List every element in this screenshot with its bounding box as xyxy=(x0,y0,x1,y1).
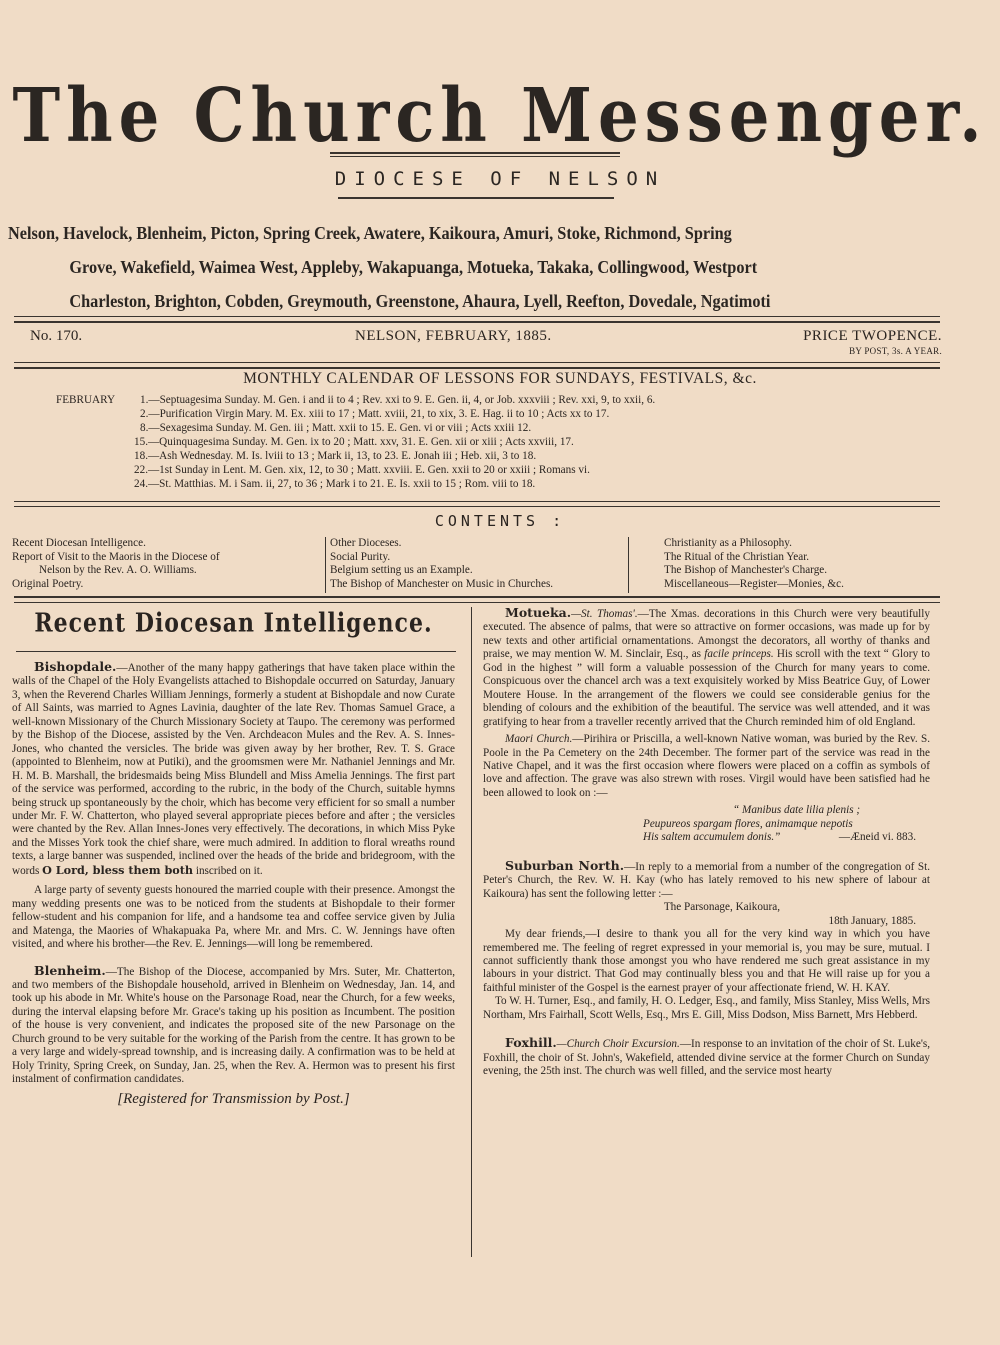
section-rule xyxy=(16,651,456,652)
article-subhead: Maori Church. xyxy=(505,733,573,746)
quote-line: His saltem accumulem donis.” xyxy=(643,831,781,844)
registered-notice: [Registered for Transmission by Post.] xyxy=(117,1090,350,1107)
article-runin: Foxhill. xyxy=(505,1035,557,1051)
contents-item: Belgium setting us an Example. xyxy=(330,564,473,576)
contents-item: Report of Visit to the Maoris in the Diocese of xyxy=(12,550,220,563)
contents-item: Original Poetry. xyxy=(12,577,84,590)
article-runin: Blenheim. xyxy=(34,962,106,978)
diocese-subtitle: DIOCESE OF NELSON xyxy=(334,168,666,190)
quote-line: Peupureos spargam flores, animamque nepotis xyxy=(643,817,853,830)
article-blenheim xyxy=(12,964,455,1087)
contents-column xyxy=(325,537,630,593)
issue-info-row xyxy=(30,326,942,360)
title-rule xyxy=(338,197,614,199)
issue-price: PRICE TWOPENCE. xyxy=(803,328,942,344)
article-text: —The Bishop of the Diocese, accompanied by Mrs. Suter, Mr. Chatterton, and two members of the Bishopdale household, arrived in Blenheim on Wednesday, Jan. 14, and took up his abode in Mr. White's house on the Parsonage Road, near the Church, for a few weeks, during the interval elapsing before Mr. Grace's taking up his position as Incumbent. The position of the house is very convenient, and indicates the proposed site of the new Parsonage on the Church ground to be very suitable for the working of the Parish from the centre. It has grown to be a very large and widely-spread township, and is increasing daily. A confirmation was to be held at Holy Trinity, Spring Creek, on Sunday, Jan. 25, when the Rev. A. Hermon was to present his first instalment of confirmation candidates. xyxy=(12,965,455,1086)
contents-item: Social Purity. xyxy=(330,550,391,563)
virgil-quote xyxy=(483,804,930,845)
masthead xyxy=(0,73,1000,160)
masthead-title: The Church Messenger. xyxy=(12,73,988,160)
column-divider xyxy=(628,537,629,593)
calendar-entry: 15.—Quinquagesima Sunday. M. Gen. ix to 20 ; Matt. xxv, 31. E. Gen. xii or xiii ; Acts xxviii, 17. xyxy=(134,436,574,448)
article-subhead: —Church Choir Excursion. xyxy=(556,1038,680,1051)
article-runin: Bishopdale. xyxy=(34,659,117,674)
letter-address: The Parsonage, Kaikoura, xyxy=(663,901,780,914)
postal-price: BY POST, 3s. A YEAR. xyxy=(849,346,942,356)
contents-item: Other Dioceses. xyxy=(330,537,402,549)
quote-line: “ Manibus date lilia plenis ; xyxy=(733,804,861,817)
article-text: —In response to an invitation of the choir of St. Luke's, Foxhill, the choir of St. John's, Wakefield, attended divine service at the former Church on Sunday evening, the 25th inst. The church was well filled, and the service most hearty xyxy=(483,1038,930,1078)
double-rule xyxy=(14,362,940,369)
parish-line: Grove, Wakefield, Waimea West, Appleby, Wakapuanga, Motueka, Takaka, Collingwood, Westport xyxy=(69,257,758,277)
contents-column xyxy=(12,537,312,591)
left-column xyxy=(12,660,455,1106)
letter-body: My dear friends,—I desire to thank you all for the very kind way in which you have remembered me. The feeling of regret expressed in your memorial is, you may be sure, mutual. I cannot sufficiently thank those amongst you who have rendered me such great assistance in my labours in your district. That God may continually bless you and that He will raise up for you a faithful minister of the Gospel is the earnest prayer of your affectionate friend, W. H. KAY. xyxy=(483,928,930,994)
parish-line: Nelson, Havelock, Blenheim, Picton, Spring Creek, Awatere, Kaikoura, Amuri, Stoke, Richmond, Spring xyxy=(8,223,732,243)
contents-item: The Bishop of Manchester on Music in Churches. xyxy=(330,577,554,590)
article-runin: Motueka. xyxy=(505,605,572,620)
calendar-entry xyxy=(56,393,655,407)
article-text: —Pirihira or Priscilla, a well-known Native woman, was buried by the Rev. S. Poole in the Pa Cemetery on the 24th December. The former part of the service was read in the Native Chapel, and it was the first occasion where flowers were placed on a coffin as symbols of love and affection. The grave was also strewn with roses. Virgil would have been satisfied had he been allowed to look on :— xyxy=(483,733,930,799)
issue-dateline: NELSON, FEBRUARY, 1885. xyxy=(355,328,552,344)
article-text: —In reply to a memorial from a number of the congregation of St. Peter's Church, the Rev. W. H. Kay (who has lately removed to his new sphere of labour at Kaikoura) has sent the following letter :— xyxy=(483,860,930,900)
contents-item: Nelson by the Rev. A. O. Williams. xyxy=(39,564,197,576)
letter-recipients: To W. H. Turner, Esq., and family, H. O. Ledger, Esq., and family, Miss Stanley, Miss Wells, Mrs Northam, Mrs Fairhall, Scott Wells, Esq., Mrs E. Gill, Miss Dodson, Miss Barnett, Mrs Hebberd. xyxy=(483,995,930,1021)
table-of-contents xyxy=(12,537,942,591)
letter-date: 18th January, 1885. xyxy=(828,914,916,927)
double-rule xyxy=(14,316,940,323)
latin-phrase: facile princeps. xyxy=(704,648,774,661)
parish-line: Charleston, Brighton, Cobden, Greymouth, Greenstone, Ahaura, Lyell, Reefton, Dovedale, Ngatimoti xyxy=(69,291,771,311)
calendar-entry: 2.—Purification Virgin Mary. M. Ex. xiii to 17 ; Matt. xviii, 21, to xix, 3. E. Hag. ii to 10 ; Acts xx to 17. xyxy=(140,408,610,420)
article-suburban-north xyxy=(483,859,930,901)
article-text: inscribed on it. xyxy=(193,864,263,877)
article-runin: Suburban North. xyxy=(505,857,625,873)
calendar-entry: 22.—1st Sunday in Lent. M. Gen. xix, 12, to 30 ; Matt. xxviii. E. Gen. xxii to 20 or xxiii ; Romans vi. xyxy=(134,464,590,476)
calendar-entry: 24.—St. Matthias. M. i Sam. ii, 27, to 36 ; Mark i to 21. E. Is. xxii to 15 ; Rom. viii to 18. xyxy=(134,478,536,490)
article-paragraph: A large party of seventy guests honoured the married couple with their presence. Amongst the many wedding presents one was to be noticed from the students at Bishopdale to their former fellow-student and his companion for life, and a handsome tea and coffee service given by Julia and Matenga, the Maories of Whakapuaka Pa, where Mr. and Mrs. C. W. Jennings have often visited, and where his brother—the Rev. E. Jennings—will long be remembered. xyxy=(12,884,455,951)
article-foxhill xyxy=(483,1036,930,1078)
issue-number: No. 170. xyxy=(30,328,83,344)
article-subhead: —St. Thomas'. xyxy=(571,608,638,620)
calendar-title: MONTHLY CALENDAR OF LESSONS FOR SUNDAYS, FESTIVALS, &c. xyxy=(243,370,757,387)
article-bishopdale xyxy=(12,660,455,878)
banner-text: O Lord, bless them both xyxy=(42,862,194,877)
contents-item: Miscellaneous—Register—Monies, &c. xyxy=(664,577,844,590)
calendar-entry: 8.—Sexagesima Sunday. M. Gen. iii ; Matt. xxii to 15. E. Gen. vi or viii ; Acts xxiii 12. xyxy=(140,422,532,434)
contents-title: CONTENTS : xyxy=(434,512,566,530)
article-text: His scroll with the text “ Glory to God in the highest ” will form a valuable possession of the Church for many years to come. Conspicuous over the chancel arch was a text exquisitely worked by Miss Beatrice Guy, of Lower Moutere House. In the arrangement of the flowers we could see considerable genius for the blending of colours and the exhibition of the beautiful. The service was well attended, and it was gratifying to hear from a traveller recently arrived that the Church reminded him of old England. xyxy=(483,648,930,728)
section-title: Recent Diocesan Intelligence. xyxy=(34,607,433,639)
column-divider xyxy=(471,607,472,1257)
title-rule xyxy=(330,156,620,157)
article-motueka xyxy=(483,606,930,729)
calendar-entry-text: 1.—Septuagesima Sunday. M. Gen. i and ii to 4 ; Rev. xxi to 9. E. Gen. ii, 4, or Job. xxxviii ; Rev. xxi, 9, to xxii, 6. xyxy=(140,394,656,406)
parish-list xyxy=(8,216,948,318)
double-rule xyxy=(14,501,940,507)
double-rule xyxy=(14,596,940,603)
calendar-month: FEBRUARY xyxy=(56,394,116,406)
article-text: —Another of the many happy gatherings that have taken place within the walls of the Chapel of the Holy Evangelists attached to Bishopdale occurred on Saturday, January 3, when the Reverend Charles William Jennings, formerly a student at Bishopdale and now Curate of All Saints, was married to Agnes Lavinia, daughter of the late Rev. Thomas Samuel Grace, a well-known Missionary of the Church Missionary Society at Taupo. The ceremony was performed by the Bishop of the Diocese, assisted by the Ven. Archdeacon Mules and the Rev. A. S. Innes-Jones, who chanted the versicles. The bride was given away by her brother, Rev. T. S. Grace (appointed to Blenheim, now at Putiki), and the groomsmen were Mr. Nathaniel Jennings and Mr. H. M. B. Marshall, the bridesmaids being Miss Blundell and Miss Amelia Jennings. The first part of the service was performed, according to the rubric, in the body of the Church, suitable hymns being struck up spontaneously by the choir, which has become very efficient for so small a number under Mr. F. W. Chatterton, who played several appropriate pieces before and after ; the versicles were chanted by the Rev. Allan Innes-Jones very effectively. The decorations, in which Miss Pyke and the Misses York took the chief share, were much admired. In addition to floral wreaths round texts, a large banner was suspended, inclined over the heads of the bride and bridegroom, with the words xyxy=(12,662,455,877)
right-column xyxy=(483,606,930,1079)
title-rule xyxy=(330,152,620,154)
contents-item: The Ritual of the Christian Year. xyxy=(664,550,810,563)
contents-item: Recent Diocesan Intelligence. xyxy=(12,537,146,549)
article-maori-church xyxy=(483,733,930,800)
contents-item: Christianity as a Philosophy. xyxy=(664,537,792,549)
calendar-entry: 18.—Ash Wednesday. M. Is. lviii to 13 ; Mark ii, 13, to 23. E. Jonah iii ; Heb. xii, 3 to 18. xyxy=(134,450,537,462)
contents-column xyxy=(664,537,944,591)
calendar-of-lessons xyxy=(56,393,655,491)
quote-source: —Æneid vi. 883. xyxy=(838,831,916,844)
article-text: —The Xmas. decorations in this Church were very beautifully executed. The absence of palms, that were so attractive on former occasions, was made up for by new texts and other artificial ornamentations. Amongst the decorators, all worthy of thanks and praise, we may mention W. M. Sinclair, Esq., as xyxy=(483,608,930,661)
contents-item: The Bishop of Manchester's Charge. xyxy=(664,564,828,576)
